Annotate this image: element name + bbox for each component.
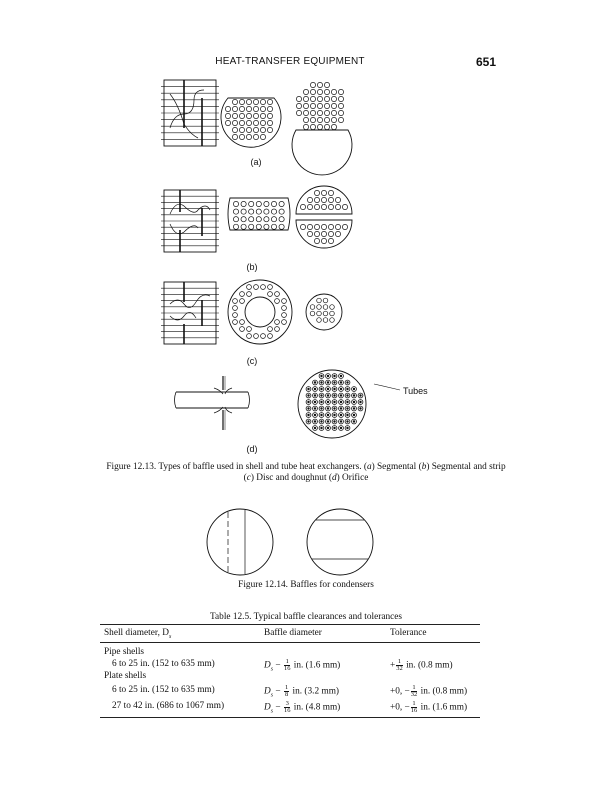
cell-tolerance [390,701,467,714]
segmental-baffle-plate-alt [292,82,352,175]
fraction [284,701,291,714]
caption-text: ( [243,473,247,483]
group-label-plate: Plate shells [104,671,147,681]
fraction-numerator: 1 [412,700,416,707]
cell-subscript: s [270,666,274,673]
fraction [411,701,418,714]
caption-text: ) Segmental and strip [426,462,506,472]
cell-shell-diameter: 6 to 25 in. (152 to 635 mm) [112,659,215,669]
cell-subscript: s [270,692,274,699]
table-top-rule [100,624,480,625]
column-header-tolerance: Tolerance [390,628,427,638]
baffle-diagram-disc-doughnut [160,278,360,348]
tube-bundle-side-view [161,190,219,252]
fraction-denominator: 16 [410,707,418,714]
fraction-denominator: 8 [284,691,289,698]
caption-label: Figure 12.13. [106,462,157,472]
caption-text: ) Orifice [336,473,369,483]
fraction-numerator: 1 [284,684,289,691]
strip-baffle-plate [228,198,290,230]
figure-12-13-caption [60,462,552,484]
header-subscript: s [168,633,172,640]
caption-text: ) Disc and doughnut ( [250,473,332,483]
cell-text: +0, − [390,702,410,713]
table-group-row [100,647,480,659]
caption-italic: d [331,473,337,483]
fraction-denominator: 32 [396,665,403,672]
segmental-baffle-plate [221,98,281,147]
orifice-side-view [175,376,250,430]
cell-tolerance [390,685,467,698]
figure-sublabel-c: (c) [246,356,258,366]
cell-text: +0, − [390,686,410,697]
table-12-5-title: Table 12.5. Typical baffle clearances and tolerances [210,612,402,622]
cell-text: − [273,686,283,697]
condenser-baffle-diagram [206,506,376,578]
cell-text: − [273,660,283,671]
condenser-baffle-vertical-cut [207,509,273,575]
cell-text: in. (1.6 mm) [291,660,341,671]
table-row [100,659,480,671]
fraction-numerator: 3 [285,700,289,707]
tubes-label: Tubes [403,386,428,396]
table-header-row [100,628,480,640]
caption-text: Types of baffle used in shell and tube heat exchangers. ( [158,462,367,472]
cell-text: D [264,702,271,713]
table-row [100,701,480,713]
cell-text: D [264,660,271,671]
baffle-diagram-orifice [174,368,434,443]
table-group-row [100,671,480,683]
figure-sublabel-d: (d) [246,444,258,454]
fraction-numerator: 1 [397,658,402,665]
running-header-title: HEAT-TRANSFER EQUIPMENT [215,56,365,67]
cell-subscript: s [270,708,274,715]
cell-text: D [264,686,271,697]
caption-text: ) Segmental ( [371,462,422,472]
condenser-baffle-horizontal-cut [307,509,373,575]
running-header [0,56,612,70]
cell-text: in. (1.6 mm) [418,702,468,713]
cell-text: + [390,660,396,671]
column-header-baffle: Baffle diameter [264,628,322,638]
group-label-pipe: Pipe shells [104,647,145,657]
caption-italic: b [421,462,427,472]
split-segmental-baffle-plate [296,186,352,248]
cell-text: − [273,702,283,713]
cell-baffle-diameter [264,701,340,715]
cell-text: in. (4.8 mm) [291,702,341,713]
doughnut-baffle-plate [228,280,292,344]
caption-italic: a [366,462,372,472]
table-row [100,685,480,697]
column-header-shell [104,628,171,640]
fraction [411,685,418,698]
cell-shell-diameter: 27 to 42 in. (686 to 1067 mm) [112,701,225,711]
cell-shell-diameter: 6 to 25 in. (152 to 635 mm) [112,685,215,695]
tube-bundle-side-view [161,282,219,344]
tubes-leader-line [374,384,400,390]
fraction-denominator: 32 [410,691,418,698]
baffle-diagram-segmental-strip [160,184,380,254]
table-header-rule [100,642,480,643]
fraction-numerator: 1 [285,658,289,665]
fraction-denominator: 16 [283,665,291,672]
baffle-diagram-segmental [160,74,380,154]
figure-12-14-caption: Figure 12.14. Baffles for condensers [238,580,374,590]
cell-text: in. (3.2 mm) [290,686,340,697]
disc-baffle-plate [306,294,342,330]
fraction-numerator: 1 [412,684,416,691]
page-number: 651 [476,55,497,69]
caption-italic: c [246,473,251,483]
figure-sublabel-a: (a) [250,157,262,167]
cell-text: in. (0.8 mm) [403,660,453,671]
tube-bundle-side-view [161,80,219,146]
cell-text: in. (0.8 mm) [418,686,468,697]
figure-sublabel-b: (b) [246,262,258,272]
header-text: Shell diameter, D [104,628,169,638]
fraction-denominator: 16 [283,707,291,714]
table-bottom-rule [100,717,480,718]
baffle-clearance-table [100,624,480,718]
cell-baffle-diameter [264,685,339,699]
orifice-baffle-plate [298,370,366,438]
fraction [284,685,289,698]
